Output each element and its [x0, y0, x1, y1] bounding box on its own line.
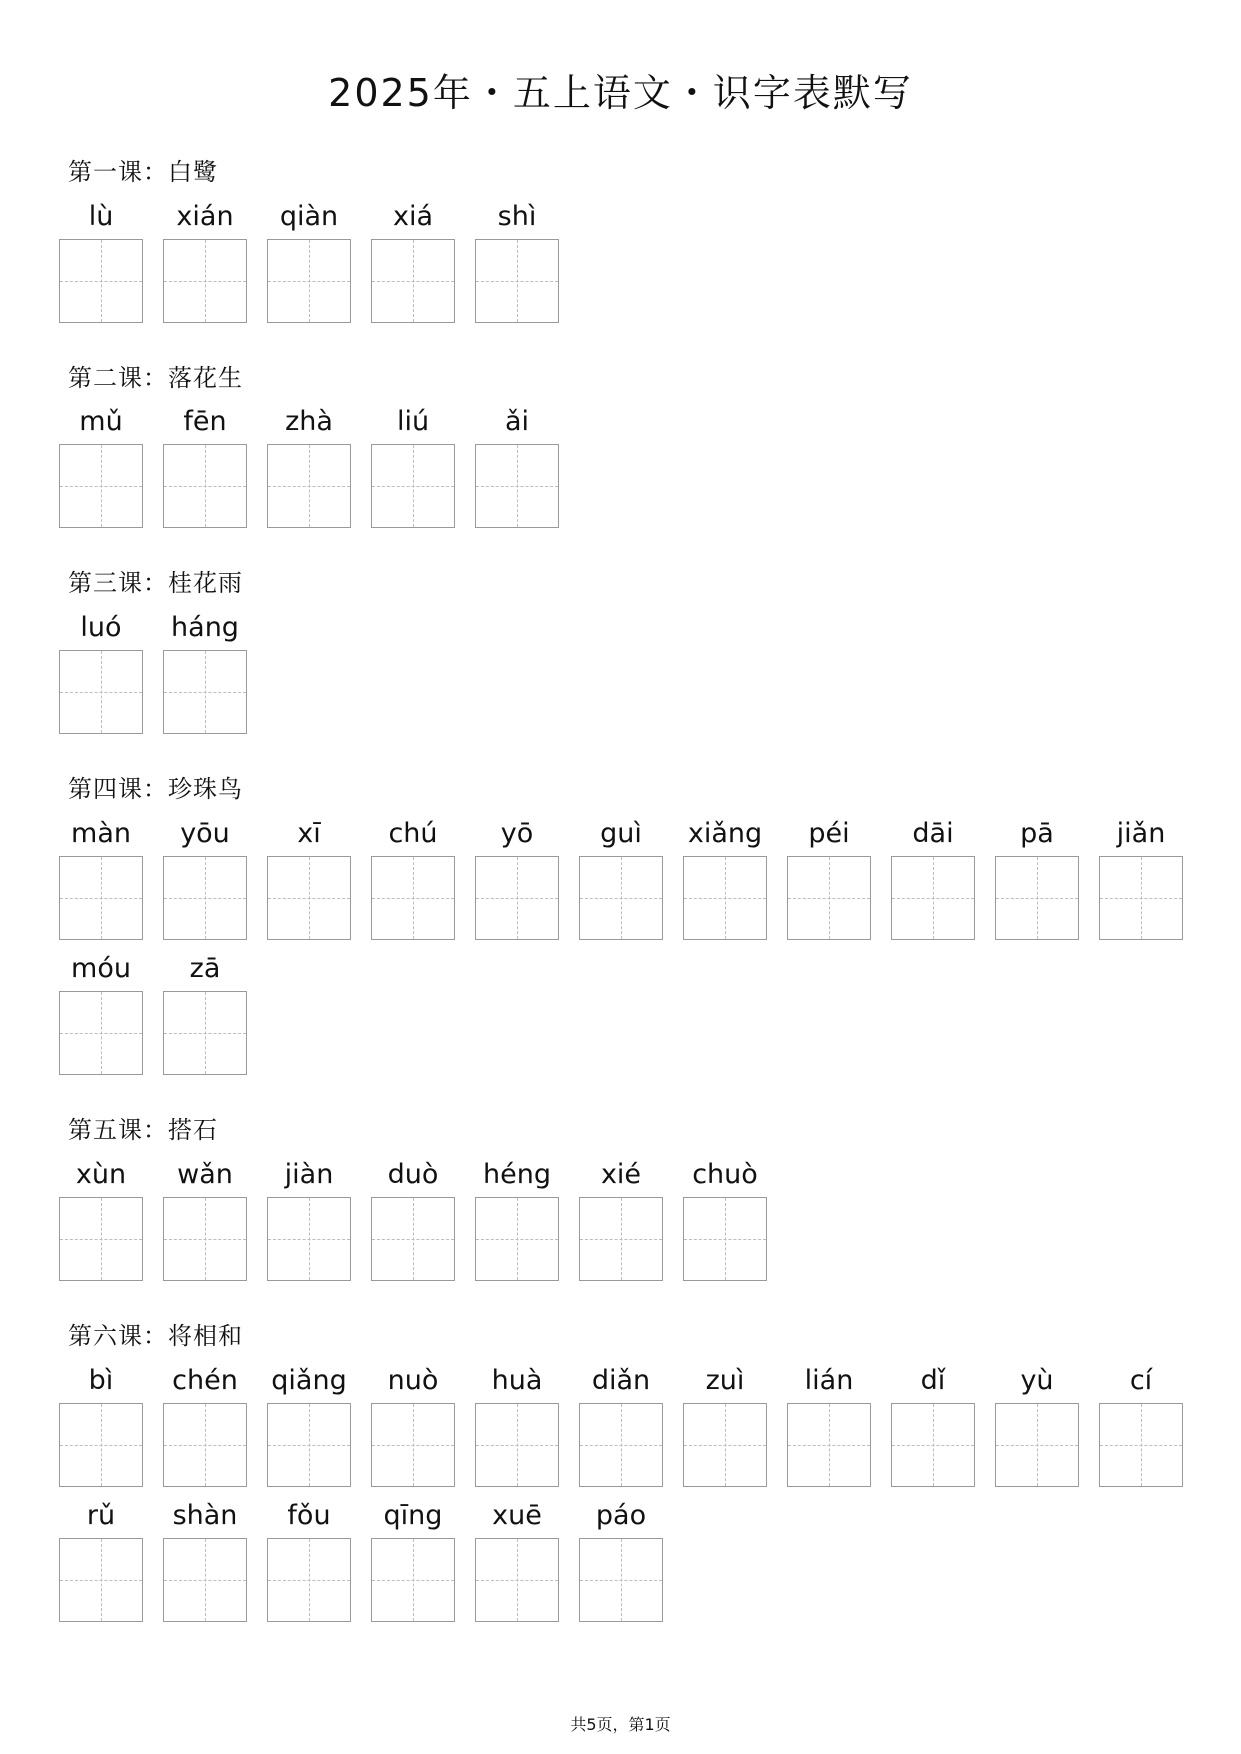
character-cell: [579, 1359, 663, 1487]
writing-grid-box[interactable]: [579, 856, 663, 940]
lesson-heading: 第一课：白鹭: [68, 158, 218, 186]
writing-grid-box[interactable]: [995, 856, 1079, 940]
character-cell: [371, 400, 455, 528]
character-cell: [163, 947, 247, 1075]
writing-grid-box[interactable]: [267, 239, 351, 323]
character-cell: [59, 400, 143, 528]
character-cell: [995, 812, 1079, 940]
character-cell: [787, 812, 871, 940]
pinyin-label: xié: [600, 1159, 642, 1190]
writing-grid-box[interactable]: [267, 1538, 351, 1622]
pinyin-label: cí: [1129, 1365, 1153, 1396]
writing-grid-box[interactable]: [579, 1538, 663, 1622]
writing-grid-box[interactable]: [59, 239, 143, 323]
pinyin-label: ǎi: [504, 406, 530, 437]
writing-grid-box[interactable]: [475, 1403, 559, 1487]
pinyin-label: páo: [595, 1500, 647, 1531]
character-cell: [163, 812, 247, 940]
pinyin-label: bì: [88, 1365, 114, 1396]
character-cell: [267, 812, 351, 940]
character-cell: [267, 400, 351, 528]
pinyin-label: lù: [88, 201, 114, 232]
writing-grid-box[interactable]: [579, 1403, 663, 1487]
character-cell: [787, 1359, 871, 1487]
page-footer: 共5页，第1页: [570, 1715, 671, 1734]
writing-grid-box[interactable]: [267, 1403, 351, 1487]
pinyin-label: péi: [808, 818, 850, 849]
pinyin-label: dǐ: [920, 1365, 946, 1396]
character-cell: [683, 812, 767, 940]
character-cell: [267, 1153, 351, 1281]
pinyin-label: zhà: [285, 406, 333, 437]
character-cell: [891, 812, 975, 940]
writing-grid-box[interactable]: [371, 1197, 455, 1281]
pinyin-label: pā: [1020, 818, 1054, 849]
writing-grid-box[interactable]: [59, 444, 143, 528]
pinyin-label: liú: [396, 406, 430, 437]
lesson-heading: 第六课：将相和: [68, 1322, 243, 1350]
lesson-heading: 第二课：落花生: [68, 364, 243, 392]
lesson-heading: 第三课：桂花雨: [68, 569, 243, 597]
pinyin-label: yō: [500, 818, 534, 849]
pinyin-label: qiàn: [279, 201, 339, 232]
character-cell: [267, 1359, 351, 1487]
writing-grid-box[interactable]: [475, 239, 559, 323]
writing-grid-box[interactable]: [995, 1403, 1079, 1487]
writing-grid-box[interactable]: [267, 1197, 351, 1281]
pinyin-label: yōu: [180, 818, 230, 849]
pinyin-label: lián: [804, 1365, 854, 1396]
writing-grid-box[interactable]: [891, 856, 975, 940]
pinyin-label: zā: [189, 953, 221, 984]
pinyin-label: shì: [497, 201, 537, 232]
character-cell: [163, 1359, 247, 1487]
writing-grid-box[interactable]: [163, 444, 247, 528]
character-cell: [371, 1359, 455, 1487]
pinyin-label: fǒu: [287, 1500, 331, 1531]
pinyin-label: jiǎn: [1116, 818, 1166, 849]
pinyin-label: màn: [71, 818, 131, 849]
writing-grid-box[interactable]: [475, 1538, 559, 1622]
character-cell: [1099, 1359, 1183, 1487]
character-cell: [683, 1153, 767, 1281]
writing-grid-box[interactable]: [59, 991, 143, 1075]
writing-grid-box[interactable]: [475, 444, 559, 528]
pinyin-label: xuē: [492, 1500, 542, 1531]
character-cell: [371, 812, 455, 940]
character-cell: [59, 1153, 143, 1281]
writing-grid-box[interactable]: [59, 856, 143, 940]
writing-grid-box[interactable]: [683, 1197, 767, 1281]
writing-grid-box[interactable]: [1099, 1403, 1183, 1487]
character-cell: [163, 195, 247, 323]
writing-grid-box[interactable]: [267, 444, 351, 528]
pinyin-label: xī: [297, 818, 321, 849]
character-cell: [1099, 812, 1183, 940]
character-cell: [475, 1153, 559, 1281]
writing-grid-box[interactable]: [891, 1403, 975, 1487]
character-cell: [59, 606, 143, 734]
pinyin-label: háng: [171, 612, 239, 643]
character-cell: [267, 195, 351, 323]
pinyin-label: xián: [176, 201, 234, 232]
character-cell: [163, 606, 247, 734]
character-cell: [59, 1359, 143, 1487]
writing-grid-box[interactable]: [683, 1403, 767, 1487]
writing-grid-box[interactable]: [1099, 856, 1183, 940]
pinyin-label: xiá: [392, 201, 434, 232]
character-cell: [163, 400, 247, 528]
character-cell: [371, 195, 455, 323]
pinyin-label: chuò: [692, 1159, 758, 1190]
writing-grid-box[interactable]: [371, 1538, 455, 1622]
lesson-heading: 第五课：搭石: [68, 1116, 218, 1144]
writing-grid-box[interactable]: [163, 991, 247, 1075]
pinyin-label: yù: [1020, 1365, 1054, 1396]
pinyin-label: huà: [491, 1365, 543, 1396]
character-cell: [579, 1153, 663, 1281]
character-cell: [163, 1153, 247, 1281]
character-cell: [475, 1494, 559, 1622]
pinyin-label: rǔ: [86, 1500, 116, 1531]
pinyin-label: fēn: [183, 406, 227, 437]
pinyin-label: xùn: [75, 1159, 127, 1190]
lesson-heading: 第四课：珍珠鸟: [68, 775, 243, 803]
writing-grid-box[interactable]: [163, 239, 247, 323]
pinyin-label: diǎn: [591, 1365, 651, 1396]
pinyin-label: héng: [483, 1159, 551, 1190]
writing-grid-box[interactable]: [787, 856, 871, 940]
writing-grid-box[interactable]: [163, 1538, 247, 1622]
character-cell: [683, 1359, 767, 1487]
pinyin-label: xiǎng: [687, 818, 763, 849]
character-cell: [475, 195, 559, 323]
writing-grid-box[interactable]: [59, 650, 143, 734]
character-cell: [59, 1494, 143, 1622]
writing-grid-box[interactable]: [163, 1403, 247, 1487]
pinyin-label: zuì: [705, 1365, 745, 1396]
writing-grid-box[interactable]: [267, 856, 351, 940]
character-cell: [475, 1359, 559, 1487]
pinyin-label: dāi: [912, 818, 954, 849]
character-cell: [59, 195, 143, 323]
pinyin-label: chú: [388, 818, 438, 849]
writing-grid-box[interactable]: [371, 444, 455, 528]
writing-grid-box[interactable]: [787, 1403, 871, 1487]
character-cell: [995, 1359, 1079, 1487]
writing-grid-box[interactable]: [371, 1403, 455, 1487]
writing-grid-box[interactable]: [163, 650, 247, 734]
pinyin-label: duò: [387, 1159, 439, 1190]
pinyin-label: qīng: [383, 1500, 443, 1531]
pinyin-label: shàn: [172, 1500, 238, 1531]
writing-grid-box[interactable]: [59, 1197, 143, 1281]
writing-grid-box[interactable]: [371, 856, 455, 940]
writing-grid-box[interactable]: [59, 1403, 143, 1487]
pinyin-label: mǔ: [79, 406, 123, 437]
writing-grid-box[interactable]: [683, 856, 767, 940]
pinyin-label: nuò: [387, 1365, 439, 1396]
pinyin-label: chén: [172, 1365, 238, 1396]
character-cell: [59, 947, 143, 1075]
character-cell: [371, 1494, 455, 1622]
writing-grid-box[interactable]: [475, 1197, 559, 1281]
character-cell: [475, 400, 559, 528]
writing-grid-box[interactable]: [475, 856, 559, 940]
page-title: 2025年・五上语文・识字表默写: [328, 71, 913, 115]
writing-grid-box[interactable]: [163, 856, 247, 940]
pinyin-label: jiàn: [284, 1159, 334, 1190]
writing-grid-box[interactable]: [163, 1197, 247, 1281]
character-cell: [59, 812, 143, 940]
character-cell: [371, 1153, 455, 1281]
pinyin-label: guì: [600, 818, 642, 849]
writing-grid-box[interactable]: [59, 1538, 143, 1622]
pinyin-label: wǎn: [177, 1159, 233, 1190]
pinyin-label: qiǎng: [271, 1365, 347, 1396]
character-cell: [579, 812, 663, 940]
character-cell: [579, 1494, 663, 1622]
pinyin-label: móu: [71, 953, 131, 984]
character-cell: [163, 1494, 247, 1622]
character-cell: [475, 812, 559, 940]
character-cell: [267, 1494, 351, 1622]
pinyin-label: luó: [80, 612, 122, 643]
character-cell: [891, 1359, 975, 1487]
writing-grid-box[interactable]: [579, 1197, 663, 1281]
writing-grid-box[interactable]: [371, 239, 455, 323]
